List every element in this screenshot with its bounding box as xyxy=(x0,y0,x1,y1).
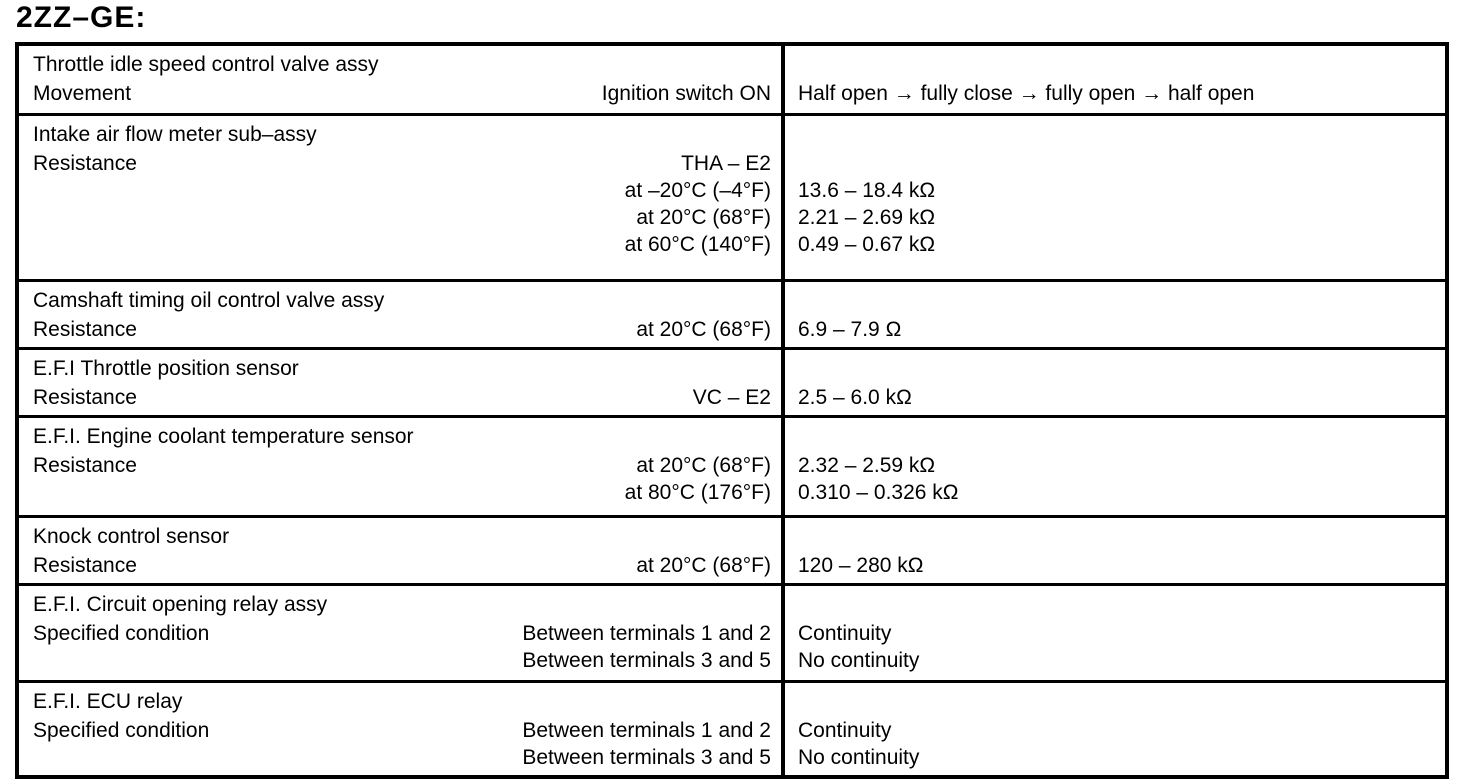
value-cell xyxy=(785,586,1445,680)
component-name: Intake air flow meter sub–assy xyxy=(33,123,317,146)
condition-text: at 80°C (176°F) xyxy=(624,481,771,504)
value-cell xyxy=(785,418,1445,515)
component-name: E.F.I. ECU relay xyxy=(33,690,183,713)
value-list xyxy=(798,620,1435,674)
measurement-block xyxy=(33,150,771,258)
spec-row xyxy=(19,350,1445,418)
measurement-block xyxy=(33,552,771,579)
value-text: No continuity xyxy=(798,746,920,769)
spec-row xyxy=(19,116,1445,282)
condition-text: Ignition switch ON xyxy=(601,82,771,105)
condition-text: Between terminals 1 and 2 xyxy=(522,719,771,742)
component-cell xyxy=(19,46,785,113)
component-name: Knock control sensor xyxy=(33,525,230,548)
condition-text: Between terminals 1 and 2 xyxy=(522,622,771,645)
condition-text: Between terminals 3 and 5 xyxy=(522,746,771,769)
condition-list xyxy=(33,452,771,506)
condition-text: VC – E2 xyxy=(692,386,771,409)
component-name: Throttle idle speed control valve assy xyxy=(33,53,379,76)
component-name: E.F.I. Circuit opening relay assy xyxy=(33,593,328,616)
value-cell xyxy=(785,350,1445,415)
component-cell xyxy=(19,116,785,279)
condition-text: at 20°C (68°F) xyxy=(636,318,771,341)
component-name: E.F.I. Engine coolant temperature sensor xyxy=(33,425,414,448)
condition-text: at 20°C (68°F) xyxy=(636,206,771,229)
value-text: 120 – 280 kΩ xyxy=(798,554,924,577)
value-list xyxy=(798,552,1435,579)
value-text: 0.310 – 0.326 kΩ xyxy=(798,481,959,504)
engine-heading: 2ZZ–GE: xyxy=(16,1,147,34)
value-text: 0.49 – 0.67 kΩ xyxy=(798,233,936,256)
value-list xyxy=(798,80,1435,107)
condition-text: at 60°C (140°F) xyxy=(624,233,771,256)
value-list xyxy=(798,316,1435,343)
spec-row xyxy=(19,46,1445,116)
condition-text: at 20°C (68°F) xyxy=(636,554,771,577)
value-list xyxy=(798,150,1435,258)
value-text: 2.5 – 6.0 kΩ xyxy=(798,386,912,409)
value-cell xyxy=(785,683,1445,775)
value-text: 6.9 – 7.9 Ω xyxy=(798,318,902,341)
condition-list xyxy=(33,80,771,107)
measurement-label: Specified condition xyxy=(33,719,210,742)
value-cell xyxy=(785,282,1445,347)
spec-row xyxy=(19,282,1445,350)
condition-list xyxy=(33,552,771,579)
measurement-block xyxy=(33,384,771,411)
condition-text: THA – E2 xyxy=(681,152,771,175)
component-cell xyxy=(19,350,785,415)
component-cell xyxy=(19,418,785,515)
value-text: Continuity xyxy=(798,719,892,742)
spec-row xyxy=(19,683,1445,775)
spec-row xyxy=(19,518,1445,586)
measurement-block xyxy=(33,620,771,674)
condition-text: Between terminals 3 and 5 xyxy=(522,649,771,672)
measurement-label: Resistance xyxy=(33,454,137,477)
component-cell xyxy=(19,282,785,347)
measurement-label: Resistance xyxy=(33,152,137,175)
value-text: 13.6 – 18.4 kΩ xyxy=(798,179,936,202)
value-text: 2.21 – 2.69 kΩ xyxy=(798,206,936,229)
value-text: Continuity xyxy=(798,622,892,645)
value-list xyxy=(798,452,1435,506)
value-cell xyxy=(785,518,1445,583)
condition-list xyxy=(33,384,771,411)
spec-row xyxy=(19,586,1445,683)
condition-text: at 20°C (68°F) xyxy=(636,454,771,477)
value-text: Half open → fully close → fully open → half open xyxy=(798,82,1255,105)
component-name: E.F.I Throttle position sensor xyxy=(33,357,299,380)
value-text xyxy=(798,150,1435,177)
condition-list xyxy=(33,316,771,343)
component-cell xyxy=(19,518,785,583)
value-cell xyxy=(785,116,1445,279)
measurement-block xyxy=(33,316,771,343)
measurement-block xyxy=(33,452,771,506)
measurement-block xyxy=(33,80,771,107)
measurement-label: Resistance xyxy=(33,318,137,341)
component-name: Camshaft timing oil control valve assy xyxy=(33,289,385,312)
value-text: No continuity xyxy=(798,649,920,672)
value-cell xyxy=(785,46,1445,113)
value-list xyxy=(798,717,1435,771)
measurement-label: Movement xyxy=(33,82,132,105)
value-list xyxy=(798,384,1435,411)
value-text: 2.32 – 2.59 kΩ xyxy=(798,454,936,477)
component-cell xyxy=(19,586,785,680)
condition-text: at –20°C (–4°F) xyxy=(624,179,771,202)
spec-table xyxy=(15,42,1449,779)
measurement-label: Resistance xyxy=(33,554,137,577)
component-cell xyxy=(19,683,785,775)
measurement-label: Resistance xyxy=(33,386,137,409)
condition-list xyxy=(33,150,771,258)
spec-row xyxy=(19,418,1445,518)
measurement-block xyxy=(33,717,771,771)
measurement-label: Specified condition xyxy=(33,622,210,645)
